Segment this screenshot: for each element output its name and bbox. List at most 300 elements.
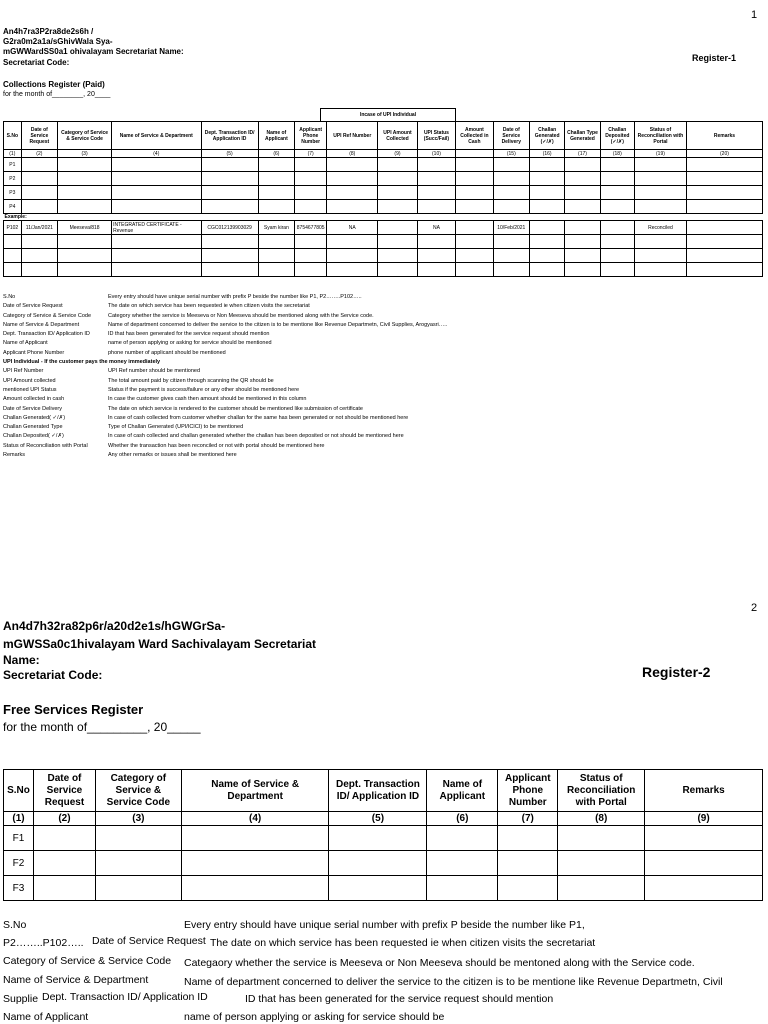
- table-cell[interactable]: [327, 200, 378, 214]
- note-key: Amount collected in cash: [3, 396, 65, 403]
- col-header: S.No: [4, 770, 34, 812]
- table-row: [4, 876, 763, 901]
- note-key: mentioned UPI Status: [3, 386, 57, 393]
- example-cell: 8754677805: [295, 221, 327, 235]
- col-header: Challan Deposited (✓/✗): [600, 122, 634, 150]
- table-cell[interactable]: [201, 186, 258, 200]
- table-cell[interactable]: [378, 235, 418, 249]
- note-key: Category of Service & Service Code: [3, 955, 172, 967]
- table-cell[interactable]: [417, 186, 455, 200]
- table-cell[interactable]: [58, 186, 112, 200]
- col-number: (4): [181, 812, 329, 826]
- table-cell[interactable]: [686, 249, 762, 263]
- col-header: Challan Generated (✓/✗): [529, 122, 564, 150]
- table-cell[interactable]: [327, 249, 378, 263]
- col-header: S.No: [4, 122, 22, 150]
- upi-section-title: UPI Individual - If the customer pays the money immediately: [3, 359, 161, 366]
- table-cell[interactable]: [600, 186, 634, 200]
- table-cell[interactable]: [686, 235, 762, 249]
- table-cell[interactable]: [327, 235, 378, 249]
- month-line: for the month of________, 20____: [3, 91, 111, 98]
- table-cell[interactable]: [558, 851, 645, 876]
- note-value: In case of cash collected and challan generated whether the challan has been deposited or not should be mentioned here: [108, 433, 404, 440]
- table-cell[interactable]: [529, 249, 564, 263]
- header-line-1: An4h7ra3P2ra8de2s6h /: [3, 27, 94, 36]
- example-cell: INTEGRATED CERTIFICATE - Revenue: [112, 221, 201, 235]
- table-cell[interactable]: [329, 876, 427, 901]
- note-key: S.No: [3, 294, 16, 300]
- table-cell[interactable]: [58, 200, 112, 214]
- col-number: (2): [21, 150, 57, 158]
- table-cell[interactable]: [258, 200, 294, 214]
- table-header-row: [4, 770, 763, 812]
- table-cell[interactable]: [600, 200, 634, 214]
- col-number: [456, 150, 493, 158]
- table-cell[interactable]: [329, 851, 427, 876]
- col-number: (3): [58, 150, 112, 158]
- table-cell[interactable]: [600, 249, 634, 263]
- note-value: Every entry should have unique serial number with prefix P beside the number like P1,: [184, 919, 585, 931]
- table-cell[interactable]: [201, 263, 258, 277]
- col-number: (1): [4, 812, 34, 826]
- example-cell: NA: [417, 221, 455, 235]
- col-number: (8): [558, 812, 645, 826]
- col-header: UPI Ref Number: [327, 122, 378, 150]
- note-row: [3, 302, 763, 311]
- table-cell[interactable]: [565, 249, 600, 263]
- table-cell[interactable]: [686, 263, 762, 277]
- table-cell[interactable]: [58, 249, 112, 263]
- col-header: Name of Service & Department: [112, 122, 201, 150]
- table-cell[interactable]: [529, 158, 564, 172]
- table-cell[interactable]: [493, 158, 529, 172]
- column-number-row: [4, 150, 763, 158]
- note-row: [3, 339, 763, 348]
- table-cell[interactable]: [417, 172, 455, 186]
- table-cell[interactable]: [33, 876, 95, 901]
- note-key: Challan Generated( ✓/✗): [3, 414, 66, 421]
- note-value: UPI Ref number should be mentioned: [108, 368, 201, 375]
- table-cell[interactable]: [529, 263, 564, 277]
- table-header-row: [4, 122, 763, 150]
- row-serial: P2: [4, 172, 22, 186]
- table-cell[interactable]: [493, 249, 529, 263]
- note-value: Status if the payment is success/failure or any other should be mentioned here: [108, 386, 300, 393]
- table-cell[interactable]: [645, 826, 763, 851]
- table-cell[interactable]: [634, 186, 686, 200]
- note-key: Remarks: [3, 452, 26, 459]
- example-cell: [378, 221, 418, 235]
- table-row: [4, 263, 763, 277]
- table-cell[interactable]: [456, 158, 493, 172]
- row-serial: F3: [4, 876, 34, 901]
- table-cell[interactable]: [529, 235, 564, 249]
- note-row: [3, 293, 763, 302]
- note-key: Name of Applicant: [3, 340, 48, 347]
- col-header: Applicant Phone Number: [295, 122, 327, 150]
- example-label: Example:: [4, 214, 27, 220]
- col-header: Status of Reconciliation with Portal: [558, 770, 645, 812]
- col-number: (10): [417, 150, 455, 158]
- table-cell[interactable]: [427, 851, 498, 876]
- example-cell: CGC012139903029: [201, 221, 258, 235]
- note-value: name of person applying or asking for service should be: [184, 1011, 445, 1023]
- col-header: Remarks: [686, 122, 762, 150]
- register-title: Collections Register (Paid): [3, 80, 105, 89]
- col-header: Remarks: [645, 770, 763, 812]
- table-cell[interactable]: [258, 249, 294, 263]
- note-value: In case the customer gives cash then amount should be mentioned in this column: [108, 396, 307, 403]
- column-number-row: [4, 812, 763, 826]
- table-cell[interactable]: [600, 172, 634, 186]
- note-value: Name of department concerned to deliver the service to the citizen is to be mentione like Revenue Departmetn, Civil: [184, 976, 723, 988]
- example-cell: Syam kiran: [258, 221, 294, 235]
- table-cell[interactable]: [329, 826, 427, 851]
- table-cell[interactable]: [327, 186, 378, 200]
- table-cell[interactable]: [295, 263, 327, 277]
- table-cell[interactable]: [498, 826, 558, 851]
- col-number: (17): [565, 150, 600, 158]
- note-key: Applicant Phone Number: [3, 349, 65, 356]
- note-key: Challan Deposited( ✓/✗): [3, 433, 64, 440]
- table-cell[interactable]: [686, 186, 762, 200]
- table-cell[interactable]: [378, 172, 418, 186]
- col-number: (1): [4, 150, 22, 158]
- table-cell[interactable]: [112, 158, 201, 172]
- note-row: [3, 405, 763, 414]
- table-cell[interactable]: [417, 263, 455, 277]
- table-cell[interactable]: [686, 158, 762, 172]
- note-key: Challan Generated Type: [3, 424, 63, 431]
- table-cell[interactable]: [295, 158, 327, 172]
- col-header: Name of Service & Department: [181, 770, 329, 812]
- table-cell[interactable]: [258, 263, 294, 277]
- table-cell[interactable]: [4, 263, 22, 277]
- table-cell[interactable]: [58, 235, 112, 249]
- note-value: Date of Service Request: [92, 935, 206, 947]
- table-cell[interactable]: [417, 235, 455, 249]
- col-number: (19): [634, 150, 686, 158]
- example-cell: [600, 221, 634, 235]
- table-cell[interactable]: [21, 235, 57, 249]
- note-key: Date of Service Delivery: [3, 405, 62, 412]
- table-cell[interactable]: [645, 876, 763, 901]
- table-cell[interactable]: [33, 826, 95, 851]
- table-cell[interactable]: [33, 851, 95, 876]
- table-cell[interactable]: [456, 235, 493, 249]
- table-cell[interactable]: [493, 200, 529, 214]
- table-cell[interactable]: [493, 235, 529, 249]
- example-cell: [565, 221, 600, 235]
- note-key: Dept. Transaction ID/ Application ID: [3, 331, 90, 338]
- table-cell[interactable]: [493, 263, 529, 277]
- note-value: The date on which service has been requested ie when citizen visits the secretariat: [108, 303, 310, 310]
- table-cell[interactable]: [378, 263, 418, 277]
- table-cell[interactable]: [201, 158, 258, 172]
- col-number: (3): [95, 812, 181, 826]
- col-number: (20): [686, 150, 762, 158]
- table-cell[interactable]: [21, 263, 57, 277]
- note-value: Name of department concerned to deliver the service to the citizen is to be mentione like Revenue Departmetn, Civil Supplies, Arogyasri…..: [108, 321, 448, 328]
- note-value: Type of Challan Generated (UPI/ICICI) to be mentioned: [108, 424, 244, 431]
- col-number: (15): [493, 150, 529, 158]
- header-line-4: Secretariat Code:: [3, 668, 103, 682]
- example-cell: NA: [327, 221, 378, 235]
- table-cell[interactable]: [58, 263, 112, 277]
- col-header: Category of Service & Service Code: [58, 122, 112, 150]
- collections-table: [3, 121, 763, 277]
- table-cell[interactable]: [493, 172, 529, 186]
- table-cell[interactable]: [201, 200, 258, 214]
- table-cell[interactable]: [529, 172, 564, 186]
- col-header: Name of Applicant: [427, 770, 498, 812]
- table-cell[interactable]: [21, 172, 57, 186]
- table-cell[interactable]: [295, 200, 327, 214]
- table-cell[interactable]: [112, 172, 201, 186]
- table-cell[interactable]: [565, 172, 600, 186]
- note-key: Supplie: [3, 993, 39, 1005]
- table-cell[interactable]: [417, 200, 455, 214]
- note-row: [3, 451, 763, 460]
- col-number: (18): [600, 150, 634, 158]
- note-key: P2……..P102…..: [3, 937, 84, 949]
- table-cell[interactable]: [327, 172, 378, 186]
- col-number: (9): [645, 812, 763, 826]
- upi-group-header: Incase of UPI Individual: [320, 108, 456, 121]
- col-number: (4): [112, 150, 201, 158]
- table-cell[interactable]: [498, 851, 558, 876]
- table-cell[interactable]: [112, 186, 201, 200]
- table-cell[interactable]: [600, 235, 634, 249]
- note-value: Any other remarks or issues shall be mentioned here: [108, 452, 237, 459]
- table-cell[interactable]: [634, 249, 686, 263]
- table-cell[interactable]: [686, 172, 762, 186]
- table-cell[interactable]: [558, 826, 645, 851]
- table-cell[interactable]: [634, 263, 686, 277]
- note-row: [3, 330, 763, 339]
- table-cell[interactable]: [201, 172, 258, 186]
- note-value: phone number of applicant should be mentioned: [108, 349, 226, 356]
- table-cell[interactable]: [21, 200, 57, 214]
- note-value: The date on which service has been requested ie when citizen visits the secretariat: [210, 937, 596, 949]
- table-cell[interactable]: [645, 851, 763, 876]
- table-cell[interactable]: [456, 172, 493, 186]
- table-cell[interactable]: [634, 158, 686, 172]
- row-serial: P3: [4, 186, 22, 200]
- table-cell[interactable]: [95, 876, 181, 901]
- table-cell[interactable]: [565, 186, 600, 200]
- note-value: ID that has been generated for the service request should mention: [108, 331, 270, 338]
- table-row: [4, 249, 763, 263]
- col-number: (6): [258, 150, 294, 158]
- table-cell[interactable]: [634, 172, 686, 186]
- example-cell: [529, 221, 564, 235]
- col-header: Date of Service Request: [21, 122, 57, 150]
- table-cell[interactable]: [295, 235, 327, 249]
- note-row: [3, 312, 763, 321]
- note-key: Category of Service & Service Code: [3, 312, 92, 319]
- note-key: Name of Service & Department: [3, 974, 149, 986]
- page-number: 1: [751, 9, 758, 21]
- example-cell: P102: [4, 221, 22, 235]
- note-row: [3, 442, 763, 451]
- col-header: Dept. Transaction ID/ Application ID: [201, 122, 258, 150]
- note-value: ID that has been generated for the service request should mention: [245, 993, 554, 1005]
- note-key: UPI Amount collected: [3, 377, 56, 384]
- header-line-4: Secretariat Code:: [3, 58, 70, 67]
- table-cell[interactable]: [565, 200, 600, 214]
- header-line-3: mGWWardSS0a1 ohivalayam Secretariat Name:: [3, 47, 184, 56]
- table-cell[interactable]: [181, 851, 329, 876]
- table-cell[interactable]: [95, 826, 181, 851]
- note-row: [3, 377, 763, 386]
- table-row: [4, 158, 763, 172]
- table-cell[interactable]: [565, 158, 600, 172]
- table-cell[interactable]: [565, 263, 600, 277]
- col-header: Name of Applicant: [258, 122, 294, 150]
- col-header: Date of Service Delivery: [493, 122, 529, 150]
- table-cell[interactable]: [201, 235, 258, 249]
- table-cell[interactable]: [21, 186, 57, 200]
- month-line: for the month of_________, 20_____: [3, 720, 201, 734]
- note-value: The total amount paid by citizen through scanning the QR should be: [108, 377, 274, 384]
- table-cell[interactable]: [634, 235, 686, 249]
- table-cell[interactable]: [295, 249, 327, 263]
- table-cell[interactable]: [529, 200, 564, 214]
- register-label: Register-2: [642, 664, 711, 680]
- note-value: Every entry should have unique serial number with prefix P beside the number like P1, P2……..P102…..: [108, 294, 362, 300]
- col-header: Category of Service & Service Code: [95, 770, 181, 812]
- table-cell[interactable]: [95, 851, 181, 876]
- table-cell[interactable]: [634, 200, 686, 214]
- note-key: S.No: [3, 919, 27, 931]
- table-cell[interactable]: [181, 876, 329, 901]
- table-cell[interactable]: [529, 186, 564, 200]
- table-row: [4, 172, 763, 186]
- col-number: (7): [498, 812, 558, 826]
- row-serial: P4: [4, 200, 22, 214]
- note-row: [3, 386, 763, 395]
- table-cell[interactable]: [417, 158, 455, 172]
- table-cell[interactable]: [378, 186, 418, 200]
- example-cell: 11/Jan/2021: [21, 221, 57, 235]
- table-cell[interactable]: [258, 186, 294, 200]
- table-cell[interactable]: [327, 158, 378, 172]
- note-row: [3, 395, 763, 404]
- table-cell[interactable]: [498, 876, 558, 901]
- table-row: [4, 186, 763, 200]
- table-cell[interactable]: [21, 158, 57, 172]
- col-header: Amount Collected in Cash: [456, 122, 493, 150]
- table-cell[interactable]: [456, 186, 493, 200]
- note-key: Status of Reconciliation with Portal: [3, 442, 88, 449]
- col-number: (9): [378, 150, 418, 158]
- table-cell[interactable]: [201, 249, 258, 263]
- note-value: In case of cash collected from customer whether challan for the same has been generated or not should be mentioned here: [108, 414, 409, 421]
- note-row: [3, 414, 763, 423]
- table-cell[interactable]: [327, 263, 378, 277]
- example-row: [4, 221, 763, 235]
- table-cell[interactable]: [427, 876, 498, 901]
- table-cell[interactable]: [456, 249, 493, 263]
- table-cell[interactable]: [181, 826, 329, 851]
- col-number: (5): [329, 812, 427, 826]
- col-header: Dept. Transaction ID/ Application ID: [329, 770, 427, 812]
- table-row: [4, 826, 763, 851]
- table-cell[interactable]: [58, 172, 112, 186]
- note-key: Name of Service & Department: [3, 321, 80, 328]
- col-header: Status of Reconciliation with Portal: [634, 122, 686, 150]
- table-cell[interactable]: [600, 263, 634, 277]
- table-cell[interactable]: [295, 172, 327, 186]
- table-row: [4, 200, 763, 214]
- table-cell[interactable]: [565, 235, 600, 249]
- table-cell[interactable]: [378, 200, 418, 214]
- table-cell[interactable]: [112, 249, 201, 263]
- table-cell[interactable]: [378, 249, 418, 263]
- note-row: [3, 367, 763, 376]
- table-cell[interactable]: [112, 200, 201, 214]
- note-key: Date of Service Request: [3, 303, 63, 310]
- col-header: UPI Status (Succ/Fail): [417, 122, 455, 150]
- table-cell[interactable]: [600, 158, 634, 172]
- col-number: (2): [33, 812, 95, 826]
- row-serial: F2: [4, 851, 34, 876]
- header-line-2: G2ra0m2a1a/sGhivWala Sya-: [3, 37, 113, 46]
- header-line-1: An4d7h32ra82p6r/a20d2e1s/hGWGrSa-: [3, 619, 226, 633]
- table-cell[interactable]: [4, 235, 22, 249]
- table-cell[interactable]: [21, 249, 57, 263]
- header-line-3: Name:: [3, 653, 40, 667]
- note-key: Name of Applicant: [3, 1011, 89, 1023]
- note-row: [3, 423, 763, 432]
- table-cell[interactable]: [493, 186, 529, 200]
- note-value: name of person applying or asking for service should be mentioned: [108, 340, 272, 347]
- table-cell[interactable]: [417, 249, 455, 263]
- table-cell[interactable]: [378, 158, 418, 172]
- table-cell[interactable]: [4, 249, 22, 263]
- register-title: Free Services Register: [3, 702, 144, 717]
- table-cell[interactable]: [558, 876, 645, 901]
- table-cell[interactable]: [427, 826, 498, 851]
- table-cell[interactable]: [258, 158, 294, 172]
- register-label: Register-1: [692, 53, 737, 63]
- row-serial: P1: [4, 158, 22, 172]
- note-row: [3, 349, 763, 358]
- table-cell[interactable]: [456, 200, 493, 214]
- page-number: 2: [751, 602, 758, 614]
- table-cell[interactable]: [456, 263, 493, 277]
- example-cell: 10/Feb/2021: [493, 221, 529, 235]
- example-cell: Meeseva/818: [58, 221, 112, 235]
- table-row: [4, 235, 763, 249]
- table-cell[interactable]: [258, 235, 294, 249]
- col-number: (8): [327, 150, 378, 158]
- col-number: (6): [427, 812, 498, 826]
- table-row: [4, 851, 763, 876]
- table-cell[interactable]: [112, 235, 201, 249]
- col-header: Applicant Phone Number: [498, 770, 558, 812]
- table-cell[interactable]: [295, 186, 327, 200]
- header-line-2: mGWSSa0c1hivalayam Ward Sachivalayam Secretariat: [3, 637, 317, 651]
- col-number: (16): [529, 150, 564, 158]
- note-value: Category whether the service is Meeseva or Non Meeseva should be mentioned along with the Service code.: [108, 312, 374, 319]
- table-cell[interactable]: [58, 158, 112, 172]
- table-cell[interactable]: [686, 200, 762, 214]
- table-cell[interactable]: [258, 172, 294, 186]
- col-number: (7): [295, 150, 327, 158]
- table-cell[interactable]: [112, 263, 201, 277]
